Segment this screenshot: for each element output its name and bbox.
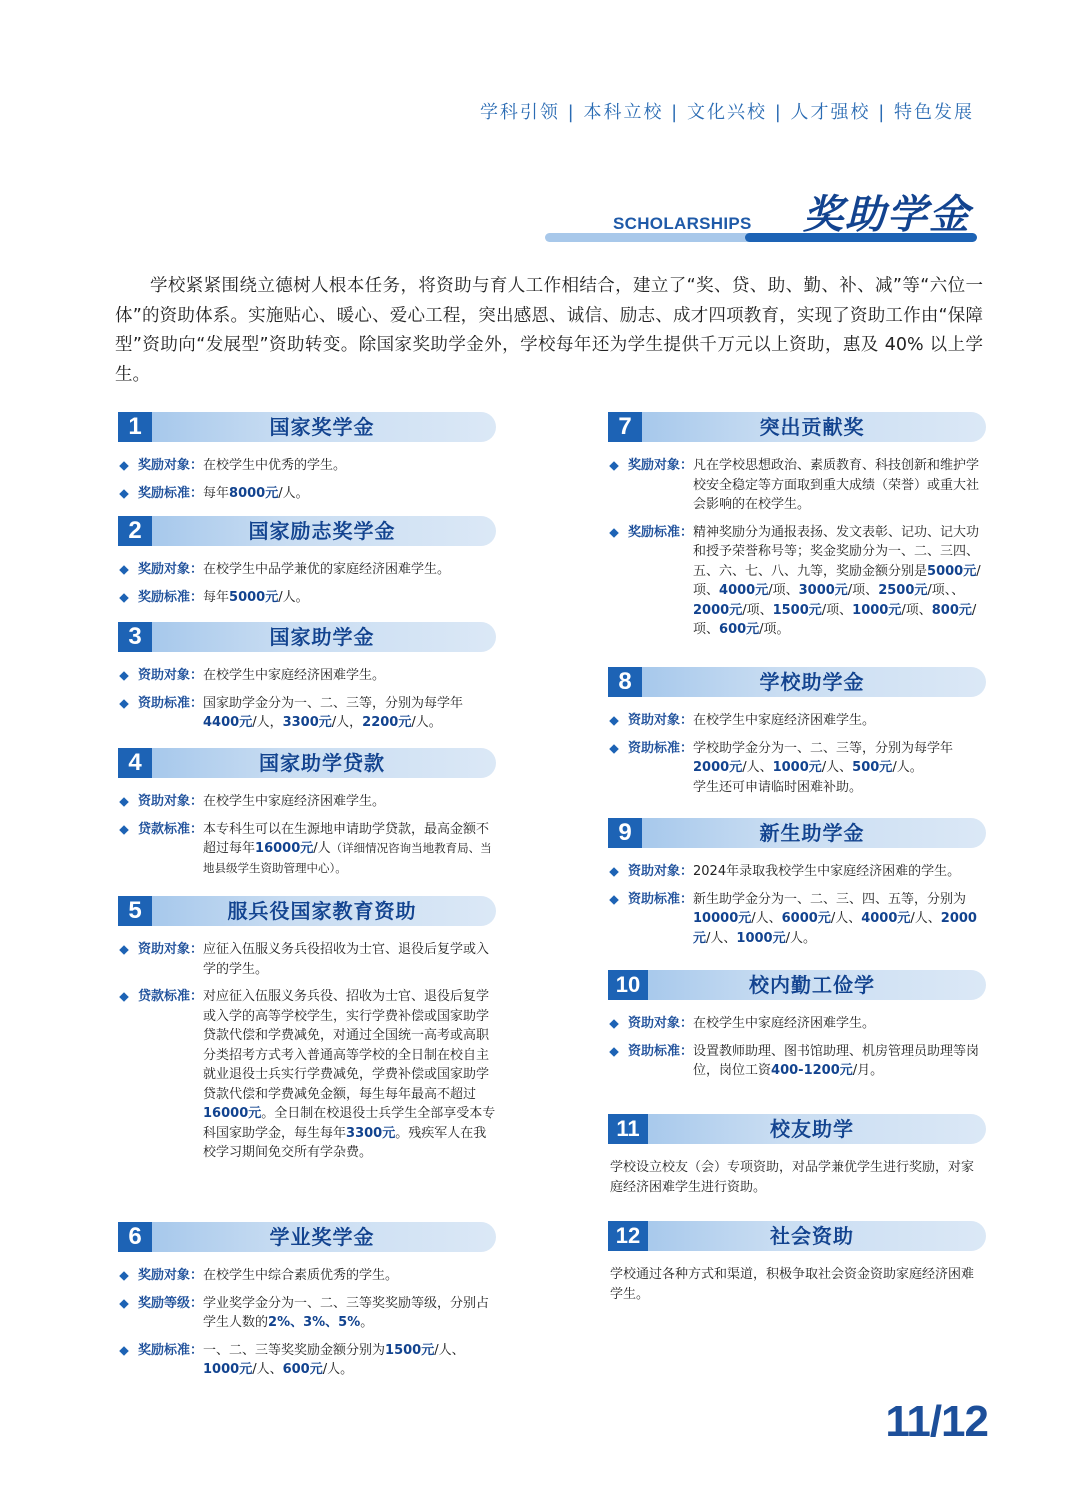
section-number: 9 [608, 818, 642, 848]
list-item: 奖励标准： 每年5000元/人。 [118, 588, 496, 608]
section-number: 1 [118, 412, 152, 442]
list-item: 资助标准： 设置教师助理、图书馆助理、机房管理员助理等岗位，岗位工资400-1200元/月。 [608, 1042, 986, 1081]
section-number: 5 [118, 896, 152, 926]
list-item: 奖励对象： 在校学生中综合素质优秀的学生。 [118, 1266, 496, 1286]
diamond-bullet-icon [119, 671, 129, 681]
diamond-bullet-icon [609, 867, 619, 877]
section-3 [118, 622, 496, 741]
diamond-bullet-icon [119, 797, 129, 807]
section-title: 社会资助 [770, 1224, 854, 1248]
diamond-bullet-icon [609, 744, 619, 754]
section-12 [608, 1221, 986, 1305]
section-header [118, 622, 496, 652]
section-7 [608, 412, 986, 648]
section-header [608, 667, 986, 697]
section-title: 服兵役国家教育资助 [227, 899, 417, 923]
diamond-bullet-icon [119, 489, 129, 499]
section-6 [118, 1222, 496, 1388]
list-item: 奖励等级： 学业奖学金分为一、二、三等奖奖励等级，分别占学生人数的2%、3%、5%。 [118, 1294, 496, 1333]
nav-item: 特色发展 [894, 102, 974, 123]
list-item: 资助对象： 2024年录取我校学生中家庭经济困难的学生。 [608, 862, 986, 882]
section-1 [118, 412, 496, 511]
section-2 [118, 516, 496, 615]
list-item: 资助标准： 学校助学金分为一、二、三等，分别为每学年2000元/人、1000元/人、500元/人。 学生还可申请临时困难补助。 [608, 739, 986, 798]
section-header [608, 1221, 986, 1251]
section-header [608, 1114, 986, 1144]
list-item: 贷款标准： 对应征入伍服义务兵役、招收为士官、退役后复学或入学的高等学校学生，实行学费补偿或国家助学贷款代偿和学费减免，对通过全国统一高考或高职分类招考方式考入普通高等学校的全日制在校自主就业退役士兵实行学费减免，学费补偿或国家助学贷款代偿和学费减免金额，每生每年最高不超过16000元。全日制在校退役士兵学生全部享受本专科国家助学金，每生每年3300元。残疾军人在我校学习期间免交所有学杂费。 [118, 987, 496, 1163]
diamond-bullet-icon [119, 1346, 129, 1356]
section-header [608, 970, 986, 1000]
section-header [118, 748, 496, 778]
diamond-bullet-icon [609, 1047, 619, 1057]
list-item: 贷款标准： 本专科生可以在生源地申请助学贷款，最高金额不超过每年16000元/人（详细情况咨询当地教育局、当地县级学生资助管理中心）。 [118, 820, 496, 879]
page-number: 11/12 [885, 1397, 988, 1446]
section-title: 国家助学金 [269, 625, 375, 649]
diamond-bullet-icon [119, 825, 129, 835]
list-item: 资助标准： 国家助学金分为一、二、三等，分别为每学年4400元/人，3300元/人，2200元/人。 [118, 694, 496, 733]
diamond-bullet-icon [119, 992, 129, 1002]
list-item: 资助对象： 在校学生中家庭经济困难学生。 [118, 666, 496, 686]
nav-item: 人才强校 [790, 102, 871, 123]
section-text: 学校通过各种方式和渠道，积极争取社会资金资助家庭经济困难学生。 [610, 1267, 975, 1302]
section-title: 学业奖学金 [269, 1225, 375, 1249]
section-header [608, 412, 986, 442]
section-title: 国家奖学金 [269, 415, 375, 439]
section-title: 校内勤工俭学 [749, 973, 875, 997]
page-title-band [545, 186, 977, 244]
diamond-bullet-icon [119, 945, 129, 955]
section-number: 6 [118, 1222, 152, 1252]
diamond-bullet-icon [609, 528, 619, 538]
section-title: 校友助学 [770, 1117, 854, 1141]
nav-item: 本科立校 [583, 102, 664, 123]
section-header [118, 412, 496, 442]
list-item: 资助对象： 在校学生中家庭经济困难学生。 [118, 792, 496, 812]
diamond-bullet-icon [119, 461, 129, 471]
diamond-bullet-icon [119, 1299, 129, 1309]
section-title: 突出贡献奖 [759, 415, 865, 439]
section-header [118, 896, 496, 926]
nav-item: 文化兴校 [686, 102, 767, 123]
section-number: 3 [118, 622, 152, 652]
list-item: 奖励标准： 精神奖励分为通报表扬、发文表彰、记功、记大功和授予荣誉称号等；奖金奖励分为一、二、三四、五、六、七、八、九等，奖励金额分别是5000元/项、4000元/项、3000元/项、2500元/项、、2000元/项、1500元/项、1000元/项、800元/项、600元/项。 [608, 523, 986, 640]
top-nav: 学科引领 | 本科立校 | 文化兴校 | 人才强校 | 特色发展 [480, 98, 974, 124]
diamond-bullet-icon [119, 565, 129, 575]
section-title: 国家励志奖学金 [248, 519, 396, 543]
section-number: 2 [118, 516, 152, 546]
list-item: 奖励对象： 在校学生中优秀的学生。 [118, 456, 496, 476]
diamond-bullet-icon [609, 461, 619, 471]
list-item: 资助对象： 应征入伍服义务兵役招收为士官、退役后复学或入学的学生。 [118, 940, 496, 979]
title-en: SCHOLARSHIPS [613, 214, 752, 233]
list-item: 资助对象： 在校学生中家庭经济困难学生。 [608, 711, 986, 731]
diamond-bullet-icon [609, 895, 619, 905]
list-item: 奖励对象： 在校学生中品学兼优的家庭经济困难学生。 [118, 560, 496, 580]
section-number: 10 [608, 970, 648, 1000]
list-item: 资助对象： 在校学生中家庭经济困难学生。 [608, 1014, 986, 1034]
section-5 [118, 896, 496, 1171]
section-number: 11 [608, 1114, 648, 1144]
section-header [608, 818, 986, 848]
section-number: 4 [118, 748, 152, 778]
section-title: 新生助学金 [759, 821, 865, 845]
diamond-bullet-icon [119, 1271, 129, 1281]
section-number: 8 [608, 667, 642, 697]
diamond-bullet-icon [119, 593, 129, 603]
intro-paragraph: 学校紧紧围绕立德树人根本任务，将资助与育人工作相结合，建立了“奖、贷、助、勤、补、减”等“六位一体”的资助体系。实施贴心、暖心、爱心工程，突出感恩、诚信、励志、成才四项教育，实现了资助工作由“保障型”资助向“发展型”资助转变。除国家奖助学金外，学校每年还为学生提供千万元以上资助，惠及 40% 以上学生。 [115, 276, 983, 385]
section-9 [608, 818, 986, 956]
diamond-bullet-icon [609, 716, 619, 726]
section-4 [118, 748, 496, 886]
diamond-bullet-icon [119, 699, 129, 709]
section-number: 12 [608, 1221, 648, 1251]
section-8 [608, 667, 986, 805]
nav-item: 学科引领 [479, 102, 560, 123]
section-header [118, 1222, 496, 1252]
section-text: 学校设立校友（会）专项资助，对品学兼优学生进行奖励，对家庭经济困难学生进行资助。 [610, 1160, 975, 1195]
diamond-bullet-icon [609, 1019, 619, 1029]
list-item: 奖励对象： 凡在学校思想政治、素质教育、科技创新和维护学校安全稳定等方面取到重大成绩（荣誉）或重大社会影响的在校学生。 [608, 456, 986, 515]
list-item: 资助标准： 新生助学金分为一、二、三、四、五等，分别为10000元/人、6000元/人、4000元/人、2000元/人、1000元/人。 [608, 890, 986, 949]
list-item: 奖励标准： 一、二、三等奖奖励金额分别为1500元/人、1000元/人、600元/人。 [118, 1341, 496, 1380]
section-10 [608, 970, 986, 1089]
list-item: 奖励标准： 每年8000元/人。 [118, 484, 496, 504]
section-11 [608, 1114, 986, 1198]
section-number: 7 [608, 412, 642, 442]
section-title: 学校助学金 [759, 670, 865, 694]
page-title: 奖助学金 [803, 192, 971, 238]
section-header [118, 516, 496, 546]
section-title: 国家助学贷款 [259, 751, 385, 775]
